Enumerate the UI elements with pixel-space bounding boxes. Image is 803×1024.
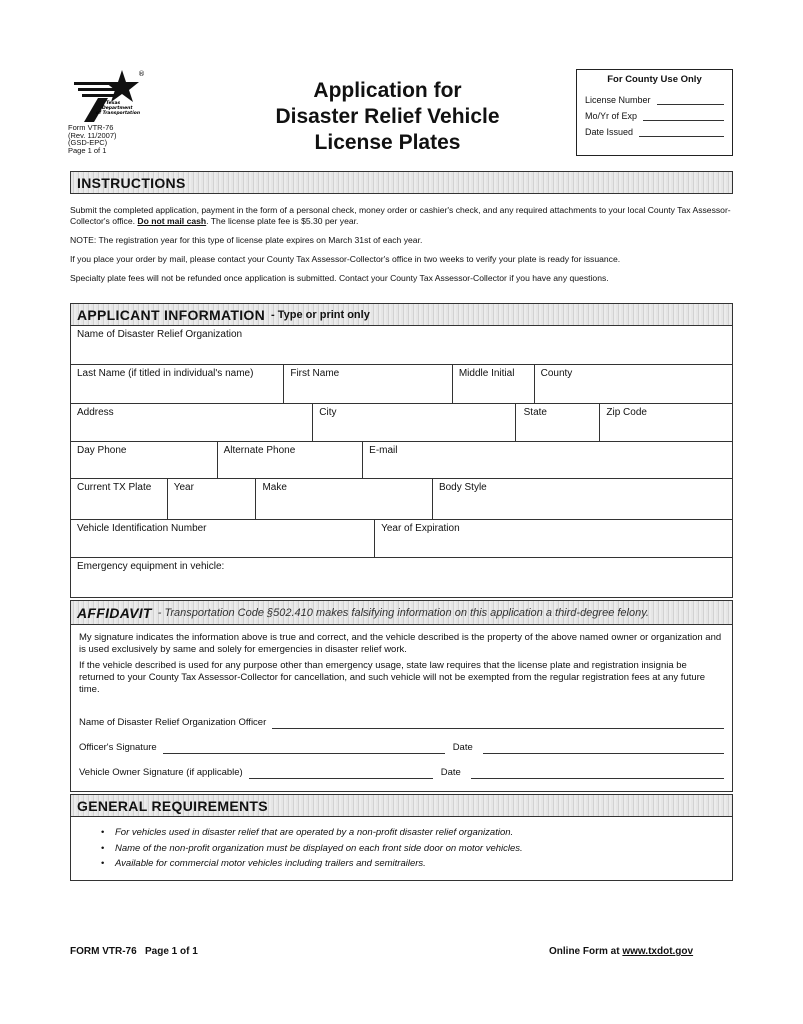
footer-form-id: FORM VTR-76 Page 1 of 1 bbox=[70, 946, 198, 957]
current-plate-field[interactable] bbox=[71, 479, 167, 519]
current-plate-label: Current TX Plate bbox=[77, 482, 152, 493]
year-field[interactable] bbox=[167, 479, 256, 519]
county-label: County bbox=[540, 368, 573, 379]
owner-signature-field[interactable] bbox=[249, 769, 433, 779]
instr-p1-b: Do not mail cash bbox=[137, 216, 207, 226]
txdot-link[interactable]: www.txdot.gov bbox=[622, 946, 694, 957]
county-use-box bbox=[576, 69, 733, 156]
date-issued-label: Date Issued bbox=[585, 127, 634, 137]
date-label-1: Date bbox=[452, 742, 473, 753]
general-requirements-body bbox=[70, 817, 733, 881]
agency-text-2: Department bbox=[102, 106, 133, 111]
make-label: Make bbox=[262, 482, 287, 493]
txdot-star-logo-icon bbox=[72, 68, 144, 124]
instructions-p2: NOTE: The registration year for this type of license plate expires on March 31st of each year. bbox=[70, 235, 423, 245]
middle-initial-field[interactable] bbox=[452, 365, 534, 403]
county-box-title: For County Use Only bbox=[607, 74, 702, 85]
first-name-field[interactable] bbox=[283, 365, 451, 403]
svg-text:®: ® bbox=[138, 70, 145, 78]
agency-text-1: Texas bbox=[106, 101, 121, 106]
owner-signature-label: Vehicle Owner Signature (if applicable) bbox=[79, 767, 243, 778]
date-label-2: Date bbox=[440, 767, 461, 778]
body-style-label: Body Style bbox=[438, 482, 487, 493]
affidavit-body bbox=[70, 624, 733, 792]
last-name-field[interactable] bbox=[71, 365, 283, 403]
org-name-field[interactable] bbox=[71, 326, 732, 364]
zip-label: Zip Code bbox=[606, 407, 647, 418]
page-title bbox=[240, 78, 535, 156]
officer-name-row bbox=[79, 717, 724, 729]
vin-field[interactable] bbox=[71, 520, 374, 557]
page-number: Page 1 of 1 bbox=[68, 145, 107, 155]
form-revision: (Rev. 11/2007) bbox=[68, 130, 117, 140]
affidavit-header bbox=[70, 600, 733, 625]
owner-signature-row bbox=[79, 767, 724, 779]
instr-p1-c: . The license plate fee is $5.30 per year. bbox=[206, 216, 359, 226]
address-field[interactable] bbox=[71, 404, 312, 441]
instructions-title: INSTRUCTIONS bbox=[77, 174, 186, 191]
applicant-header bbox=[70, 303, 733, 326]
day-phone-label: Day Phone bbox=[77, 445, 127, 456]
make-field[interactable] bbox=[255, 479, 431, 519]
year-exp-field[interactable] bbox=[374, 520, 732, 557]
city-field[interactable] bbox=[312, 404, 514, 441]
requirements-list bbox=[101, 825, 732, 872]
list-item: • Available for commercial motor vehicles including trailers and semitrailers. bbox=[101, 856, 732, 872]
email-field[interactable] bbox=[362, 442, 732, 478]
emergency-equipment-field[interactable] bbox=[71, 558, 732, 597]
year-exp-label: Year of Expiration bbox=[381, 523, 460, 534]
affidavit-p2: If the vehicle described is used for any purpose other than emergency usage, state law requires that the license plate and registration insignia be returned to your County Tax Assessor-Collector for cancellation, and such vehicle will not be exempted from the regular registration fees at any future time. bbox=[79, 660, 706, 695]
instructions-header bbox=[70, 171, 733, 194]
date-issued-field[interactable] bbox=[639, 127, 724, 137]
alt-phone-field[interactable] bbox=[217, 442, 363, 478]
state-field[interactable] bbox=[515, 404, 600, 441]
general-requirements-header bbox=[70, 794, 733, 817]
date-field-2[interactable] bbox=[471, 769, 724, 779]
license-number-label: License Number bbox=[585, 95, 651, 105]
applicant-subtitle: - Type or print only bbox=[271, 308, 370, 321]
form-identifiers bbox=[68, 124, 117, 154]
affidavit-p1: My signature indicates the information above is true and correct, and the vehicle described is the property of the above named owner or organization and is used exclusively by same and solely for emergencies in disaster relief work. bbox=[79, 632, 722, 655]
date-field-1[interactable] bbox=[483, 744, 724, 754]
instructions-p3: If you place your order by mail, please contact your County Tax Assessor-Collector's office in two weeks to verify your plate is ready for issuance. bbox=[70, 254, 621, 264]
footer-online-form bbox=[549, 946, 693, 957]
day-phone-field[interactable] bbox=[71, 442, 217, 478]
officer-signature-label: Officer's Signature bbox=[79, 742, 157, 753]
affidavit-subtitle: - Transportation Code §502.410 makes falsifying information on this application a third-degree felony. bbox=[157, 606, 649, 619]
officer-name-field[interactable] bbox=[272, 719, 724, 729]
title-line-1: Application for bbox=[313, 79, 462, 102]
affidavit-title: AFFIDAVIT bbox=[77, 604, 152, 621]
county-field[interactable] bbox=[534, 365, 732, 403]
officer-signature-row bbox=[79, 742, 724, 754]
zip-field[interactable] bbox=[599, 404, 732, 441]
license-number-field[interactable] bbox=[657, 95, 724, 105]
middle-initial-label: Middle Initial bbox=[458, 368, 515, 379]
mo-yr-exp-field[interactable] bbox=[643, 111, 724, 121]
officer-name-label: Name of Disaster Relief Organization Officer bbox=[79, 717, 267, 728]
vin-label: Vehicle Identification Number bbox=[77, 523, 207, 534]
form-id: Form VTR-76 bbox=[68, 123, 114, 132]
title-line-3: License Plates bbox=[314, 131, 461, 154]
instructions-body bbox=[70, 205, 735, 292]
mo-yr-exp-label: Mo/Yr of Exp bbox=[585, 111, 638, 121]
instr-p1-a: Submit the completed application, payment in the form of a personal check, money order or cashier's check, and any required attachments to your local County Tax Assessor-Collector's office. bbox=[70, 205, 731, 226]
applicant-table bbox=[70, 325, 733, 598]
instructions-p1 bbox=[70, 205, 735, 227]
list-item: • For vehicles used in disaster relief that are operated by a non-profit disaster relief organization. bbox=[101, 825, 732, 841]
alt-phone-label: Alternate Phone bbox=[223, 445, 296, 456]
address-label: Address bbox=[77, 407, 114, 418]
org-name-label: Name of Disaster Relief Organization bbox=[77, 329, 243, 340]
instructions-p4: Specialty plate fees will not be refunded once application is submitted. Contact your County Tax Assessor-Collector if you have any questions. bbox=[70, 273, 609, 283]
dept-code: (GSD-EPC) bbox=[68, 138, 108, 147]
city-label: City bbox=[319, 407, 337, 418]
email-label: E-mail bbox=[369, 445, 398, 456]
last-name-label: Last Name (if titled in individual's name) bbox=[77, 368, 254, 379]
list-item: • Name of the non-profit organization must be displayed on each front side door on motor vehicles. bbox=[101, 841, 732, 857]
year-label: Year bbox=[173, 482, 194, 493]
emergency-equipment-label: Emergency equipment in vehicle: bbox=[77, 561, 225, 572]
first-name-label: First Name bbox=[290, 368, 340, 379]
general-requirements-title: GENERAL REQUIREMENTS bbox=[77, 797, 268, 814]
state-label: State bbox=[523, 407, 547, 418]
applicant-title: APPLICANT INFORMATION bbox=[77, 306, 266, 323]
body-style-field[interactable] bbox=[432, 479, 732, 519]
agency-text-3: of Transportation bbox=[96, 111, 141, 116]
officer-signature-field[interactable] bbox=[163, 744, 445, 754]
title-line-2: Disaster Relief Vehicle bbox=[275, 105, 500, 128]
footer-online-label: Online Form at bbox=[549, 946, 623, 957]
